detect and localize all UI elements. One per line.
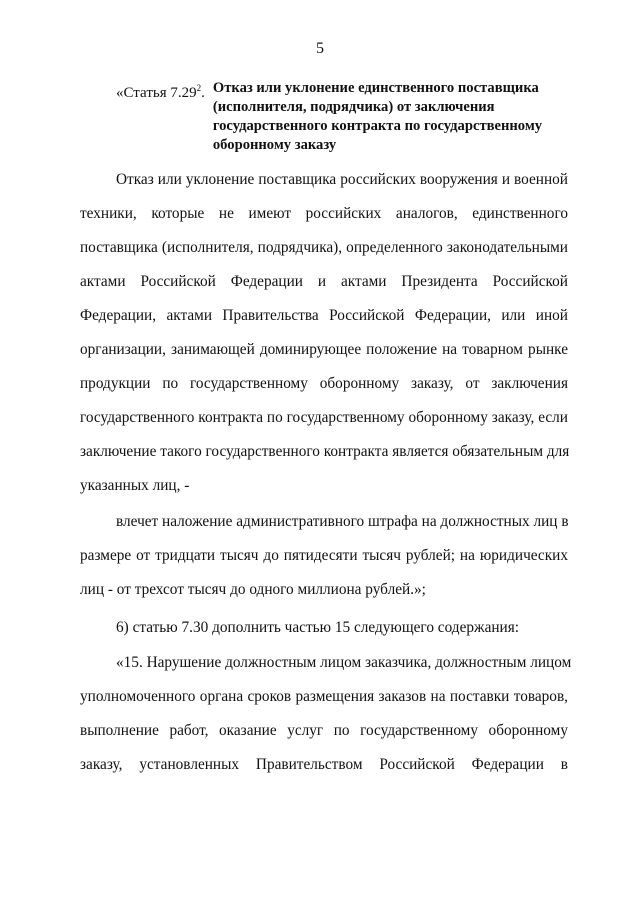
- article-label-sup: 2: [196, 83, 202, 93]
- paragraph-amendment: [80, 611, 568, 645]
- article-label-text: «Статья 7.29: [116, 85, 197, 101]
- article-heading: [116, 79, 586, 155]
- paragraph-part-15: [80, 646, 572, 782]
- text-line: Федерации, актами Правительства Российской Федерации, или иной: [80, 307, 568, 324]
- text-line: продукции по государственному оборонному заказу, от заключения: [80, 375, 568, 392]
- text-line: техники, которые не имеют российских аналогов, единственного: [80, 205, 568, 222]
- text-line: государственного контракта по государственному оборонному заказу, если: [80, 409, 568, 426]
- text-line: актами Российской Федерации и актами Президента Российской: [80, 273, 568, 290]
- text-line: Отказ или уклонение поставщика российских вооружения и военной: [116, 171, 568, 188]
- article-label: [116, 79, 205, 155]
- paragraph-refusal: [80, 163, 568, 503]
- text-line: заказу, установленных Правительством Российской Федерации в: [80, 756, 568, 773]
- text-line: 6) статью 7.30 дополнить частью 15 следующего содержания:: [116, 619, 520, 636]
- article-label-suffix: .: [201, 85, 205, 101]
- paragraph-penalty: [80, 505, 568, 607]
- article-title-line: оборонному заказу: [212, 137, 337, 153]
- text-line: размере от тридцати тысяч до пятидесяти тысяч рублей; на юридических: [80, 547, 568, 564]
- text-line: заключение такого государственного контракта является обязательным для: [80, 443, 570, 460]
- article-title: [213, 79, 558, 155]
- article-title-line: Отказ или уклонение единственного поставщика: [212, 80, 539, 96]
- article-title-line: (исполнителя, подрядчика) от заключения: [212, 99, 495, 115]
- text-line: лиц - от трехсот тысяч до одного миллиона рублей.»;: [80, 581, 426, 598]
- text-line: организации, занимающей доминирующее положение на товарном рынке: [80, 341, 568, 358]
- page-number: 5: [316, 40, 324, 57]
- text-line: поставщика (исполнителя, подрядчика), определенного законодательными: [80, 239, 568, 256]
- text-line: указанных лиц, -: [80, 477, 190, 494]
- article-title-line: государственного контракта по государственному: [212, 118, 543, 134]
- text-line: «15. Нарушение должностным лицом заказчика, должностным лицом: [116, 654, 572, 671]
- text-line: выполнение работ, оказание услуг по государственному оборонному: [80, 722, 568, 739]
- text-line: влечет наложение административного штрафа на должностных лиц в: [116, 513, 569, 530]
- text-line: уполномоченного органа сроков размещения заказов на поставки товаров,: [80, 688, 568, 705]
